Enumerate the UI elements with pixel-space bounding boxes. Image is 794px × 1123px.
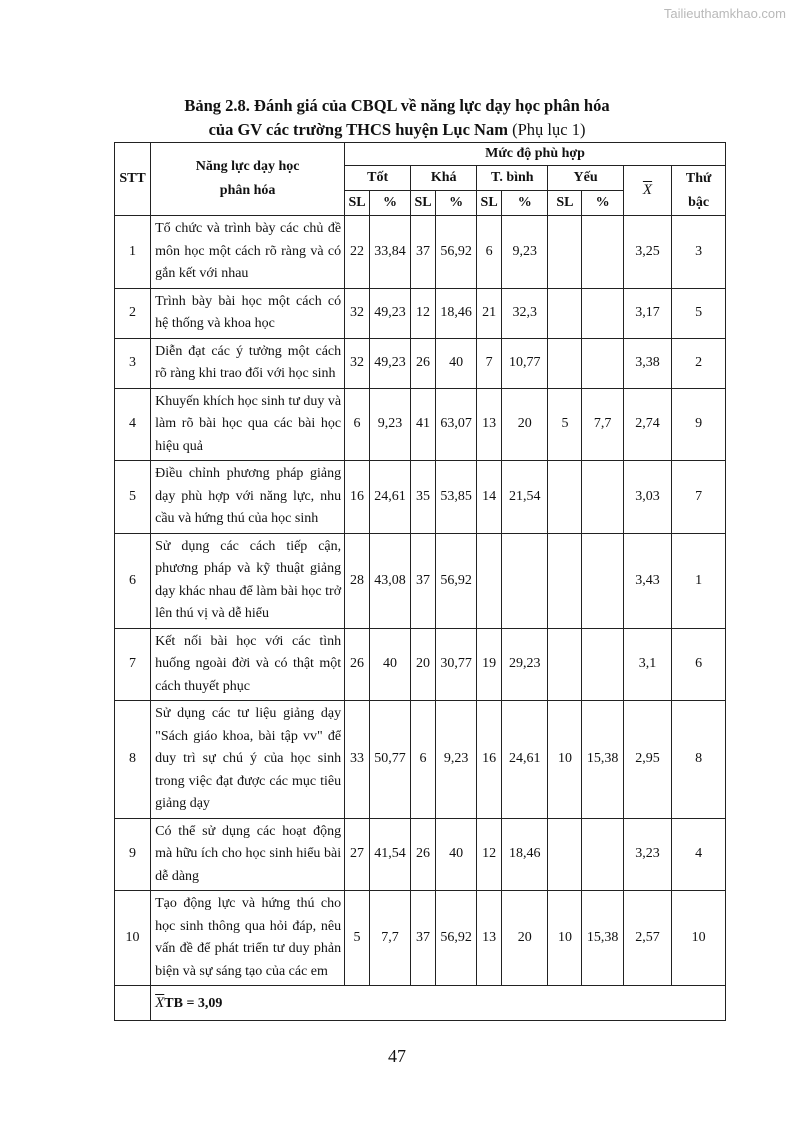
row-xbar: 2,57 <box>623 891 672 986</box>
table-row <box>115 891 726 986</box>
row-rank: 1 <box>672 533 726 628</box>
row-xbar: 3,25 <box>623 216 672 289</box>
row-tot-pct: 49,23 <box>369 338 410 388</box>
row-rank: 9 <box>672 388 726 461</box>
footer-empty <box>115 986 151 1021</box>
row-stt: 8 <box>115 701 151 819</box>
row-tot-sl: 22 <box>345 216 370 289</box>
row-yeu-pct <box>582 338 623 388</box>
table-row <box>115 533 726 628</box>
header-kha: Khá <box>411 166 477 191</box>
row-yeu-sl: 10 <box>548 701 582 819</box>
row-tb-sl: 7 <box>477 338 502 388</box>
row-kha-pct: 30,77 <box>435 628 476 701</box>
row-kha-sl: 37 <box>411 216 436 289</box>
row-rank: 2 <box>672 338 726 388</box>
row-yeu-pct <box>582 216 623 289</box>
row-tb-pct: 32,3 <box>501 288 547 338</box>
row-rank: 6 <box>672 628 726 701</box>
row-tb-sl: 14 <box>477 461 502 534</box>
row-tot-sl: 32 <box>345 338 370 388</box>
row-tot-pct: 40 <box>369 628 410 701</box>
row-kha-pct: 56,92 <box>435 216 476 289</box>
row-tot-pct: 43,08 <box>369 533 410 628</box>
row-xbar: 3,38 <box>623 338 672 388</box>
header-kha-pct: % <box>435 191 476 216</box>
row-xbar: 3,17 <box>623 288 672 338</box>
table-row <box>115 216 726 289</box>
row-stt: 5 <box>115 461 151 534</box>
row-stt: 3 <box>115 338 151 388</box>
row-rank: 3 <box>672 216 726 289</box>
row-rank: 7 <box>672 461 726 534</box>
row-tot-pct: 7,7 <box>369 891 410 986</box>
row-description: Trình bày bài học một cách có hệ thống và khoa học <box>151 288 345 338</box>
row-tb-pct: 29,23 <box>501 628 547 701</box>
row-yeu-pct <box>582 818 623 891</box>
table-row <box>115 388 726 461</box>
row-yeu-pct <box>582 461 623 534</box>
row-xbar: 3,23 <box>623 818 672 891</box>
row-tb-pct: 20 <box>501 891 547 986</box>
watermark: Tailieuthamkhao.com <box>663 6 786 21</box>
row-stt: 4 <box>115 388 151 461</box>
row-yeu-sl <box>548 216 582 289</box>
row-tb-sl: 13 <box>477 388 502 461</box>
row-kha-pct: 53,85 <box>435 461 476 534</box>
row-xbar: 2,74 <box>623 388 672 461</box>
header-tot-sl: SL <box>345 191 370 216</box>
header-xbar: $\overline{X}$ <box>623 166 672 216</box>
row-stt: 2 <box>115 288 151 338</box>
row-yeu-sl <box>548 818 582 891</box>
row-kha-sl: 37 <box>411 891 436 986</box>
row-kha-sl: 41 <box>411 388 436 461</box>
header-tot: Tốt <box>345 166 411 191</box>
row-tb-sl: 12 <box>477 818 502 891</box>
table-row <box>115 628 726 701</box>
row-xbar: 3,1 <box>623 628 672 701</box>
row-description: Tạo động lực và hứng thú cho học sinh thông qua hỏi đáp, nêu vấn đề để phát triển tư duy phản biện và sự sáng tạo của các em <box>151 891 345 986</box>
header-thu-bac: Thứ bậc <box>672 166 726 216</box>
header-nang-luc: Năng lực dạy học phân hóa <box>151 143 345 216</box>
row-yeu-sl: 10 <box>548 891 582 986</box>
row-tot-sl: 28 <box>345 533 370 628</box>
table-row <box>115 338 726 388</box>
row-kha-pct: 63,07 <box>435 388 476 461</box>
row-tot-sl: 33 <box>345 701 370 819</box>
row-tb-pct: 10,77 <box>501 338 547 388</box>
row-rank: 10 <box>672 891 726 986</box>
row-xbar: 3,43 <box>623 533 672 628</box>
row-yeu-pct <box>582 628 623 701</box>
row-xbar: 2,95 <box>623 701 672 819</box>
row-yeu-pct <box>582 533 623 628</box>
row-kha-pct: 9,23 <box>435 701 476 819</box>
table-row <box>115 818 726 891</box>
header-kha-sl: SL <box>411 191 436 216</box>
row-rank: 4 <box>672 818 726 891</box>
row-stt: 7 <box>115 628 151 701</box>
row-tot-pct: 50,77 <box>369 701 410 819</box>
row-stt: 1 <box>115 216 151 289</box>
row-yeu-sl <box>548 288 582 338</box>
row-tot-pct: 24,61 <box>369 461 410 534</box>
row-yeu-pct: 15,38 <box>582 891 623 986</box>
row-tb-pct: 21,54 <box>501 461 547 534</box>
row-rank: 5 <box>672 288 726 338</box>
row-kha-sl: 26 <box>411 338 436 388</box>
row-description: Khuyến khích học sinh tư duy và làm rõ bài học qua các bài học hiệu quả <box>151 388 345 461</box>
row-description: Tổ chức và trình bày các chủ đề môn học một cách rõ ràng và có gắn kết với nhau <box>151 216 345 289</box>
row-yeu-pct <box>582 288 623 338</box>
header-yeu-pct: % <box>582 191 623 216</box>
row-tb-sl: 21 <box>477 288 502 338</box>
row-tb-pct: 24,61 <box>501 701 547 819</box>
row-rank: 8 <box>672 701 726 819</box>
row-tot-pct: 9,23 <box>369 388 410 461</box>
row-tb-sl: 16 <box>477 701 502 819</box>
table-row <box>115 461 726 534</box>
table-row <box>115 288 726 338</box>
header-stt: STT <box>115 143 151 216</box>
row-kha-pct: 56,92 <box>435 533 476 628</box>
row-stt: 6 <box>115 533 151 628</box>
row-kha-pct: 40 <box>435 818 476 891</box>
row-tot-pct: 41,54 <box>369 818 410 891</box>
caption-line-2: của GV các trường THCS huyện Lục Nam (Phụ lục 1) <box>208 120 586 139</box>
header-tot-pct: % <box>369 191 410 216</box>
row-yeu-sl: 5 <box>548 388 582 461</box>
row-yeu-sl <box>548 338 582 388</box>
row-kha-pct: 18,46 <box>435 288 476 338</box>
row-description: Có thể sử dụng các hoạt động mà hữu ích cho học sinh hiểu bài dễ dàng <box>151 818 345 891</box>
row-kha-sl: 37 <box>411 533 436 628</box>
header-muc-do: Mức độ phù hợp <box>345 143 726 166</box>
row-tot-sl: 6 <box>345 388 370 461</box>
row-yeu-sl <box>548 461 582 534</box>
caption-line-1: Bảng 2.8. Đánh giá của CBQL về năng lực dạy học phân hóa <box>184 96 610 115</box>
row-xbar: 3,03 <box>623 461 672 534</box>
row-kha-pct: 56,92 <box>435 891 476 986</box>
row-description: Sử dụng các tư liệu giảng dạy "Sách giáo khoa, bài tập vv" để duy trì sự chú ý của học sinh trong việc đạt được các mục tiêu giảng dạy <box>151 701 345 819</box>
row-tot-sl: 16 <box>345 461 370 534</box>
table-caption <box>0 94 794 142</box>
row-tb-pct: 18,46 <box>501 818 547 891</box>
footer-average: $\overline{X}TB = 3,09$ <box>151 986 726 1021</box>
row-yeu-pct: 15,38 <box>582 701 623 819</box>
row-kha-sl: 6 <box>411 701 436 819</box>
row-tot-pct: 49,23 <box>369 288 410 338</box>
row-stt: 9 <box>115 818 151 891</box>
row-description: Điều chỉnh phương pháp giảng dạy phù hợp với năng lực, nhu cầu và hứng thú của học sinh <box>151 461 345 534</box>
row-kha-sl: 26 <box>411 818 436 891</box>
row-tot-sl: 32 <box>345 288 370 338</box>
page-number: 47 <box>388 1046 406 1066</box>
row-kha-sl: 20 <box>411 628 436 701</box>
row-description: Diễn đạt các ý tưởng một cách rõ ràng khi trao đổi với học sinh <box>151 338 345 388</box>
row-kha-sl: 12 <box>411 288 436 338</box>
row-description: Sử dụng các cách tiếp cận, phương pháp và kỹ thuật giảng dạy khác nhau để làm bài học trở lên thú vị và dễ hiểu <box>151 533 345 628</box>
header-tb: T. bình <box>477 166 548 191</box>
header-tb-pct: % <box>501 191 547 216</box>
table-row <box>115 701 726 819</box>
row-yeu-sl <box>548 628 582 701</box>
header-yeu: Yếu <box>548 166 623 191</box>
header-yeu-sl: SL <box>548 191 582 216</box>
row-yeu-pct: 7,7 <box>582 388 623 461</box>
row-tb-pct: 9,23 <box>501 216 547 289</box>
row-tot-sl: 26 <box>345 628 370 701</box>
row-tb-sl <box>477 533 502 628</box>
row-tot-pct: 33,84 <box>369 216 410 289</box>
row-tb-pct <box>501 533 547 628</box>
row-kha-sl: 35 <box>411 461 436 534</box>
row-tot-sl: 5 <box>345 891 370 986</box>
evaluation-table <box>114 142 726 1021</box>
row-tb-sl: 13 <box>477 891 502 986</box>
row-kha-pct: 40 <box>435 338 476 388</box>
row-tb-pct: 20 <box>501 388 547 461</box>
row-tb-sl: 6 <box>477 216 502 289</box>
row-stt: 10 <box>115 891 151 986</box>
row-tot-sl: 27 <box>345 818 370 891</box>
row-tb-sl: 19 <box>477 628 502 701</box>
row-description: Kết nối bài học với các tình huống ngoài đời và có thật một cách thuyết phục <box>151 628 345 701</box>
header-tb-sl: SL <box>477 191 502 216</box>
row-yeu-sl <box>548 533 582 628</box>
